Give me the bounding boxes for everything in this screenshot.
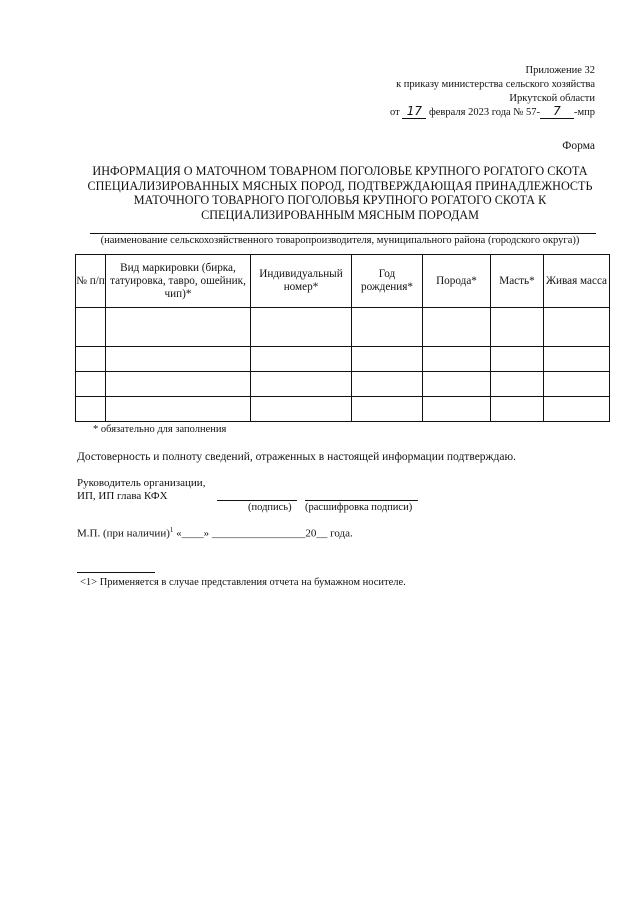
header-cell-birth-year: Год рождения* [352,255,423,308]
table-cell[interactable] [352,397,423,422]
table-cell[interactable] [251,372,352,397]
table-cell[interactable] [76,308,106,347]
table-cell[interactable] [106,308,251,347]
signature-decryption-field[interactable] [305,500,418,501]
table-cell[interactable] [76,372,106,397]
table-cell[interactable] [352,347,423,372]
table-cell[interactable] [423,372,491,397]
document-title: ИНФОРМАЦИЯ О МАТОЧНОМ ТОВАРНОМ ПОГОЛОВЬЕ КРУПНОГО РОГАТОГО СКОТА СПЕЦИАЛИЗИРОВАННЫХ МЯСНЫХ ПОРОД, ПОДТВЕРЖДАЮЩАЯ ПРИНАДЛЕЖНОСТЬ МАТОЧНОГО ТОВАРНОГО ПОГОЛОВЬЯ КРУПНОГО РОГАТОГО СКОТА К СПЕЦИАЛИЗИРОВАННЫМ МЯСНЫМ ПОРОДАМ [87,164,593,222]
table-cell[interactable] [251,347,352,372]
date-prefix: от [390,107,400,118]
table-cell[interactable] [544,372,610,397]
signature-caption: (подпись) [248,502,292,513]
table-cell[interactable] [544,347,610,372]
footnote-divider [77,572,155,573]
producer-name-line [90,233,596,234]
header-cell-breed: Порода* [423,255,491,308]
appendix-order-ref: к приказу министерства сельского хозяйства [396,79,595,90]
table-row [76,347,610,372]
livestock-table [75,254,610,422]
decryption-caption: (расшифровка подписи) [305,502,413,513]
header-cell-number: № п/п [76,255,106,308]
table-row [76,372,610,397]
header-cell-color: Масть* [491,255,544,308]
table-cell[interactable] [491,397,544,422]
form-label: Форма [562,140,595,152]
table-cell[interactable] [76,347,106,372]
header-cell-live-weight: Живая масса [544,255,610,308]
table-cell[interactable] [106,397,251,422]
table-cell[interactable] [544,308,610,347]
footnote-ref: 1 [169,526,174,534]
table-cell[interactable] [76,397,106,422]
appendix-date-line [390,104,595,120]
confirmation-statement: Достоверность и полноту сведений, отраженных в настоящей информации подтверждаю. [77,451,516,463]
appendix-number: Приложение 32 [525,65,595,76]
table-cell[interactable] [106,372,251,397]
table-cell[interactable] [423,347,491,372]
order-day: 17 [402,104,426,119]
header-cell-marking: Вид маркировки (бирка, татуировка, тавро, ошейник, чип)* [106,255,251,308]
order-number: 7 [540,104,574,119]
table-cell[interactable] [106,347,251,372]
table-cell[interactable] [352,308,423,347]
table-cell[interactable] [423,397,491,422]
table-cell[interactable] [491,347,544,372]
stamp-label: М.П. (при наличии) [77,527,170,540]
stamp-date-line [77,526,353,540]
signer-label-line2: ИП, ИП глава КФХ [77,490,168,502]
stamp-date: «____» _________________20__ года. [176,527,353,540]
table-header-row [76,255,610,308]
signature-field[interactable] [217,500,297,501]
order-month-year: февраля 2023 года [428,107,511,118]
table-cell[interactable] [491,308,544,347]
table-row [76,308,610,347]
table-cell[interactable] [352,372,423,397]
header-cell-id: Индивидуальный номер* [251,255,352,308]
appendix-region: Иркутской области [509,93,595,104]
footnote-text: <1> Применяется в случае представления отчета на бумажном носителе. [80,577,406,588]
table-cell[interactable] [251,308,352,347]
number-suffix: -мпр [573,107,595,118]
producer-name-caption: (наименование сельскохозяйственного товаропроизводителя, муниципального района (городского округа)) [100,235,580,246]
table-cell[interactable] [544,397,610,422]
signer-label-line1: Руководитель организации, [77,477,206,489]
table-cell[interactable] [491,372,544,397]
table-cell[interactable] [251,397,352,422]
table-row [76,397,610,422]
required-note: * обязательно для заполнения [93,424,227,435]
number-prefix: № 57- [513,107,540,118]
table-cell[interactable] [423,308,491,347]
